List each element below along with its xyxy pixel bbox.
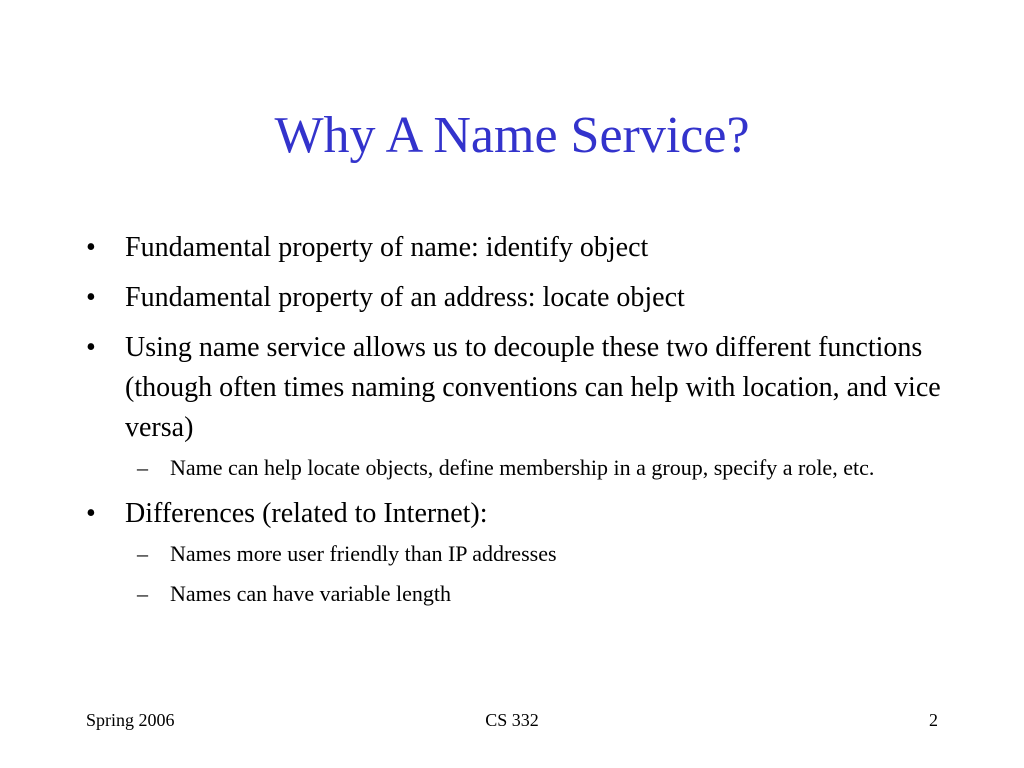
sub-bullet-marker: – [137, 541, 148, 566]
sub-bullet-item [125, 538, 946, 570]
bullet-marker: • [86, 332, 96, 363]
slide-title: Why A Name Service? [274, 107, 750, 164]
bullet-marker: • [86, 282, 96, 313]
sub-bullet-item [125, 452, 946, 484]
footer-date: Spring 2006 [86, 710, 175, 730]
bullet-list [86, 228, 946, 620]
bullet-item [86, 328, 946, 484]
sub-bullet-marker: – [137, 581, 148, 606]
sub-bullet-marker: – [137, 455, 148, 480]
sub-bullet-text: Names can have variable length [170, 581, 451, 606]
bullet-text: Differences (related to Internet): [125, 498, 488, 529]
sub-bullet-item [125, 578, 946, 610]
bullet-text: Fundamental property of name: identify object [125, 232, 649, 263]
sub-bullet-text: Names more user friendly than IP addresses [170, 541, 557, 566]
footer-page-number: 2 [929, 710, 938, 730]
bullet-marker: • [86, 498, 96, 529]
bullet-item [86, 278, 946, 318]
sub-bullet-list [125, 538, 946, 610]
bullet-item [86, 228, 946, 268]
bullet-marker: • [86, 232, 96, 263]
sub-bullet-text: Name can help locate objects, define membership in a group, specify a role, etc. [170, 455, 875, 480]
sub-bullet-list [125, 452, 946, 484]
footer-course: CS 332 [485, 710, 539, 730]
bullet-text: Using name service allows us to decouple these two different functions (though often times naming conventions can help with location, and vice versa) [125, 332, 941, 443]
bullet-text: Fundamental property of an address: locate object [125, 282, 685, 313]
bullet-item [86, 494, 946, 610]
